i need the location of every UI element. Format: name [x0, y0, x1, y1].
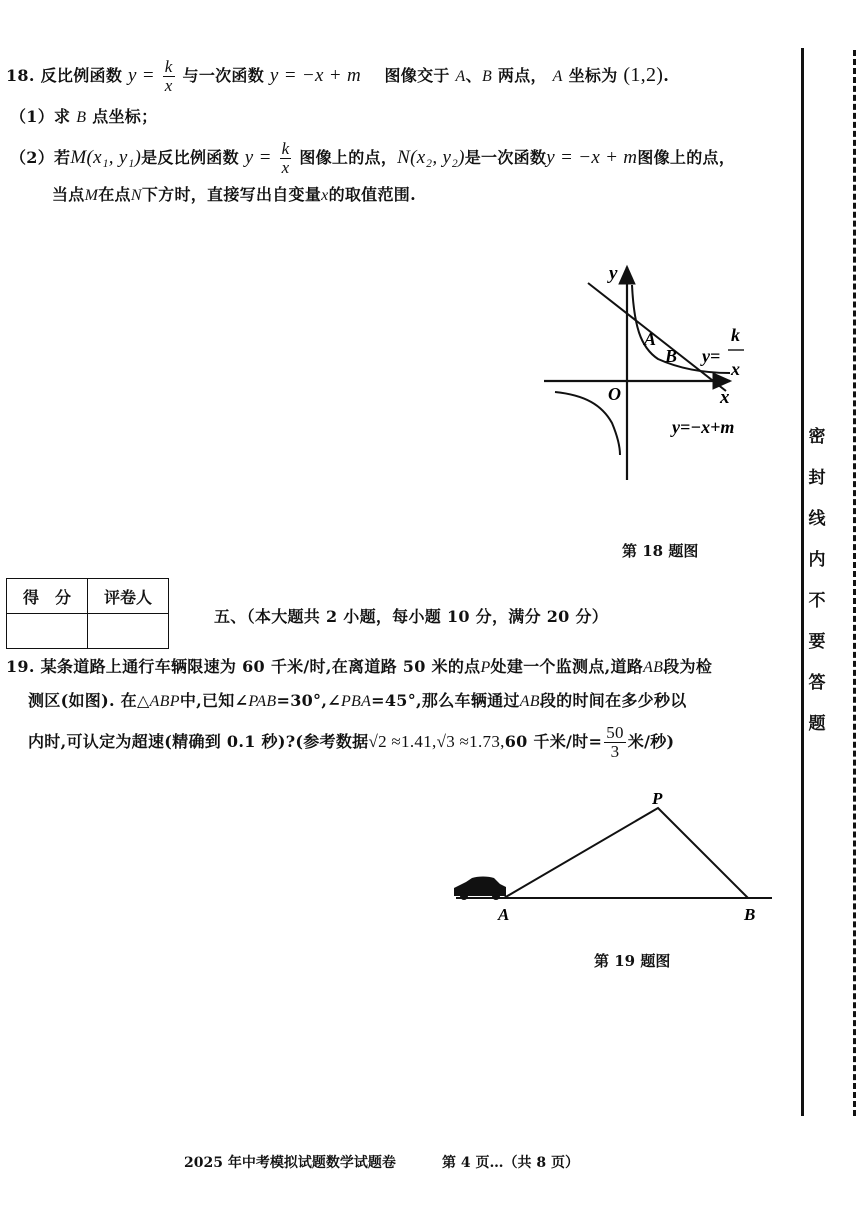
text: 两点，	[497, 66, 547, 85]
text: 点坐标；	[92, 107, 158, 126]
math: PBA	[340, 693, 372, 710]
text: 图像上的点，	[299, 148, 398, 167]
figure-18	[530, 255, 780, 495]
figure-19	[448, 790, 778, 940]
math: y = −x + m	[546, 147, 638, 168]
triangle-abp	[504, 808, 748, 898]
origin-label: O	[608, 384, 621, 404]
footer-title: 2025 年中考模拟试题数学试题卷	[184, 1155, 396, 1171]
math: P	[480, 659, 491, 676]
math: N	[130, 187, 142, 204]
seal-char: 线	[808, 509, 826, 529]
math: M	[84, 187, 99, 204]
math: B	[481, 68, 493, 85]
grader-header: 评卷人	[88, 579, 169, 614]
point-p-label: P	[652, 790, 663, 808]
fraction	[163, 58, 175, 95]
q18-stem: 18. 反比例函数 y = $\frac{k}{x}$ 与一次函数 y = −x + m 图像交于 A、B 两点， A 坐标为 (1,2).	[6, 57, 670, 95]
text: 当点	[52, 185, 85, 204]
point-b-label: B	[744, 905, 756, 924]
text: 是一次函数	[464, 148, 547, 167]
frac-den: x	[164, 76, 173, 95]
seal-char: 题	[808, 714, 826, 734]
q19-line2	[28, 688, 687, 711]
q18-part2-line2	[52, 182, 416, 205]
question-number: 18.	[6, 66, 35, 85]
text: 图像交于	[384, 66, 450, 85]
y-axis-label: y	[609, 263, 618, 284]
footer-page: 第 4 页…（共 8 页）	[442, 1155, 579, 1171]
text: 19. 某条道路上通行车辆限速为 60 千米/时,在离道路 50 米的点	[6, 657, 481, 676]
frac-num: k	[281, 139, 290, 158]
math: y =	[128, 65, 155, 86]
inverse-label-y: y=	[702, 346, 721, 366]
text: 与一次函数	[182, 66, 265, 85]
linear-function-line	[588, 283, 726, 391]
text: 段的时间在多少秒以	[539, 691, 687, 710]
text: 是反比例函数	[141, 148, 239, 167]
point-a-label: A	[498, 905, 510, 924]
frac-den: 3	[610, 742, 620, 761]
math: M(x₁, y₁)	[70, 147, 142, 168]
text: 在点	[98, 185, 131, 204]
text: 反比例函数	[40, 66, 123, 85]
figure-19-caption: 第 19 题图	[594, 952, 671, 970]
score-table	[6, 578, 169, 649]
inverse-label-den: x	[731, 359, 740, 379]
frac-num: 50	[606, 723, 624, 742]
math: A	[455, 68, 466, 85]
part-label: （2）若	[10, 148, 71, 167]
score-cell[interactable]	[7, 614, 88, 649]
text: 坐标为	[568, 66, 618, 85]
q19-line1	[6, 654, 712, 677]
linear-label: y=−x+m	[672, 417, 735, 437]
math: AB	[519, 693, 540, 710]
score-header: 得 分	[7, 579, 88, 614]
text: 的取值范围.	[328, 185, 416, 204]
text: 处建一个监测点,道路	[490, 657, 644, 676]
q19-line3	[28, 724, 674, 761]
math: N(x₂, y₂)	[397, 147, 465, 168]
figure-18-caption: 第 18 题图	[622, 542, 699, 560]
math: (1,2)	[623, 64, 664, 86]
seal-char: 封	[808, 468, 826, 488]
seal-char: 要	[808, 632, 826, 652]
frac-num: k	[164, 57, 173, 76]
text: 图像上的点，	[637, 148, 736, 167]
text: 求	[54, 107, 71, 126]
seal-char: 答	[808, 673, 826, 693]
frac-den: x	[281, 158, 290, 177]
seal-notice	[806, 428, 828, 756]
section-5-title: 五、（本大题共 2 小题，每小题 10 分，满分 20 分）	[214, 607, 609, 626]
math: x	[321, 187, 329, 204]
text: 下方时，直接写出自变量	[141, 185, 322, 204]
seal-char: 密	[808, 427, 826, 447]
seal-char: 内	[808, 550, 826, 570]
math: √3 ≈1.73,	[436, 732, 505, 751]
math: y =	[244, 147, 272, 168]
math: √2 ≈1.41,	[368, 732, 437, 751]
text: 米/秒)	[627, 732, 675, 751]
text: 测区(如图). 在△	[28, 691, 150, 710]
x-axis-label: x	[720, 387, 730, 408]
seal-char: 不	[808, 591, 826, 611]
text: =45°,那么车辆通过	[371, 691, 520, 710]
fraction	[604, 724, 626, 761]
text: 内时,可认定为超速(精确到 0.1 秒)?(参考数据	[28, 732, 369, 751]
text: 段为检	[663, 657, 713, 676]
q18-part2	[10, 140, 735, 177]
q18-part1	[10, 104, 157, 127]
grader-cell[interactable]	[88, 614, 169, 649]
math: AB	[643, 659, 664, 676]
math: ABP	[149, 693, 180, 710]
part-label: （1）	[10, 107, 55, 126]
point-b-label: B	[665, 346, 678, 366]
text: =30°,∠	[276, 691, 341, 710]
math: A	[552, 68, 563, 85]
math: y = −x + m	[269, 65, 361, 86]
binding-line-solid	[801, 48, 804, 1116]
text: 60 千米/时=	[504, 732, 603, 751]
fraction	[280, 140, 292, 177]
math: PAB	[248, 693, 277, 710]
point-a-label: A	[644, 329, 657, 349]
car-icon	[454, 877, 506, 901]
math: B	[76, 109, 87, 126]
text: 中,已知∠	[179, 691, 249, 710]
binding-line-dashed	[853, 50, 856, 1116]
inverse-label-num: k	[731, 325, 740, 345]
